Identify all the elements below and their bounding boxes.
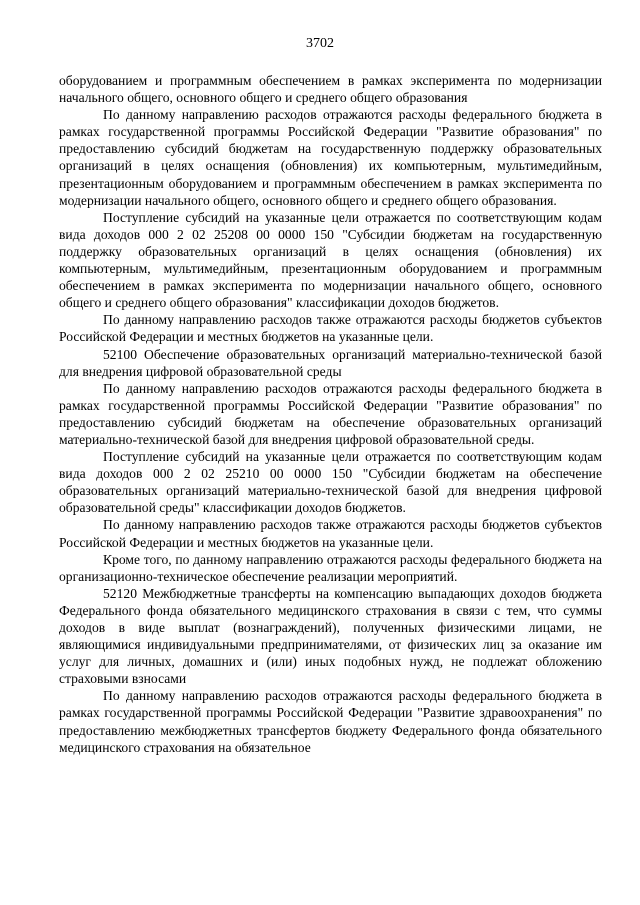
document-body [59, 72, 602, 756]
paragraph: По данному направлению расходов также отражаются расходы бюджетов субъектов Российской Федерации и местных бюджетов на указанные цели. [59, 517, 602, 550]
section-heading-52120: 52120 Межбюджетные трансферты на компенсацию выпадающих доходов бюджета Федерального фонда обязательного медицинского страхования в связи с тем, что суммы доходов в виде выплат (вознаграждений), полученных физическими лицами, не являющимися индивидуальными предпринимателями, от физических лиц за оказание им услуг для личных, домашних и (или) иных подобных нужд, не подлежат обложению страховыми взносами [59, 585, 602, 687]
section-heading-52100: 52100 Обеспечение образовательных организаций материально-технической базой для внедрения цифровой образовательной среды [59, 346, 602, 379]
paragraph: Поступление субсидий на указанные цели отражается по соответствующим кодам вида доходов 000 2 02 25208 00 0000 150 "Субсидии бюджетам на государственную поддержку образовательных организаций в целях оснащения (обновления) их компьютерным, мультимедийным, презентационным оборудованием и программным обеспечением в рамках эксперимента по модернизации начального общего, основного общего и среднего общего образования" классификации доходов бюджетов. [59, 209, 602, 311]
paragraph: Кроме того, по данному направлению отражаются расходы федерального бюджета на организационно-техническое обеспечение реализации мероприятий. [59, 551, 602, 584]
paragraph: Поступление субсидий на указанные цели отражается по соответствующим кодам вида доходов 000 2 02 25210 00 0000 150 "Субсидии бюджетам на обеспечение образовательных организаций материально-технической базой для внедрения цифровой образовательной среды" классификации доходов бюджетов. [59, 449, 602, 516]
paragraph-continuation: оборудованием и программным обеспечением в рамках эксперимента по модернизации начального общего, основного общего и среднего общего образования [59, 73, 602, 106]
paragraph: По данному направлению расходов отражаются расходы федерального бюджета в рамках государственной программы Российской Федерации "Развитие здравоохранения" по предоставлению межбюджетных трансфертов бюджету Федерального фонда обязательного медицинского страхования на обязательное [59, 688, 602, 755]
paragraph: По данному направлению расходов отражаются расходы федерального бюджета в рамках государственной программы Российской Федерации "Развитие образования" по предоставлению субсидий бюджетам на обеспечение образовательных организаций материально-технической базой для внедрения цифровой образовательной среды. [59, 380, 602, 447]
paragraph: По данному направлению расходов также отражаются расходы бюджетов субъектов Российской Федерации и местных бюджетов на указанные цели. [59, 312, 602, 345]
page-number: 3702 [306, 36, 334, 51]
paragraph: По данному направлению расходов отражаются расходы федерального бюджета в рамках государственной программы Российской Федерации "Развитие образования" по предоставлению субсидий бюджетам на государственную поддержку образовательных организаций в целях оснащения (обновления) их компьютерным, мультимедийным, презентационным оборудованием и программным обеспечением в рамках эксперимента по модернизации начального общего, основного общего и среднего общего образования. [59, 107, 602, 208]
